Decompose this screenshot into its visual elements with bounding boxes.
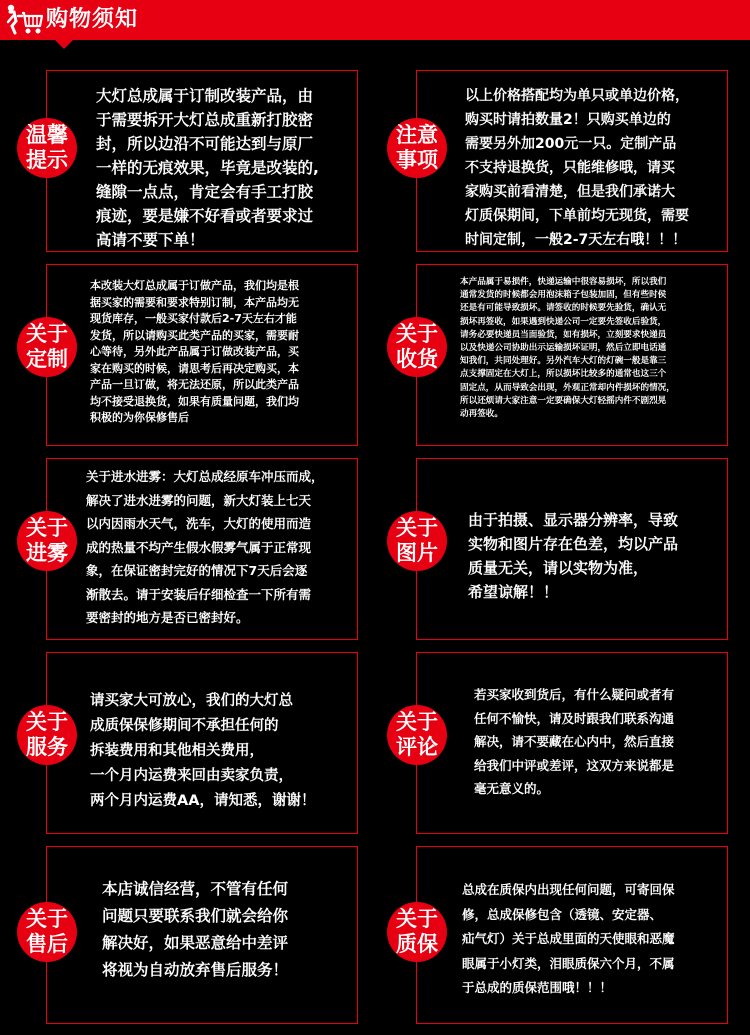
header-notch [55,40,73,49]
card-pictures-text: 由于拍摄、显示器分辨率，导致 实物和图片存在色差，均以产品 质量无关，请以实物为准， 希望谅解！！ [468,511,679,601]
card-receiving-text: 本产品属于易损件，快递运输中很容易损坏，所以我们 通常发货的时候都会用泡沫箱子包装加固，但有些时侯 还是有可能导致损坏。请签收的时候要先验货，确认无 损坏再签收，如果遇到快递公司一定要先签收后验货， 请务必要快递员当面验货，如有损坏，立刻要求快递员 以及快递公司协助出示运输损坏证明，然后立即电话通 知我们，共同处理好。另外汽车大灯的灯碗一般是靠三 点支撑固定在大灯上，所以损坏比较多的通常也这三个 固定点，从而导致会出现，外观正常却内件损坏的情况， 所以还烦请大家注意一定要确保大灯轻摇内件不剧烈晃 动再签收。 [460,277,675,420]
card-warm-tip-label: 温馨提示 [26,123,68,172]
card-receiving-badge [387,317,447,377]
card-fog-text: 关于进水进雾：大灯总成经原车冲压而成， 解决了进水进雾的问题，新大灯装上七天 以内因雨水天气，洗车，大灯的使用而造 成的热量不均产生假水假雾气属于正常现 象，在保证密封完好的情况下7天后会逐 渐散去。请于安装后仔细检查一下所有需 要密封的地方是否已密封好。 [86,469,324,625]
card-fog-badge [17,511,77,571]
card-customization-badge [17,317,77,377]
card-fog-label: 关于进雾 [26,516,68,565]
card-warm-tip-text: 大灯总成属于订制改装产品，由 于需要拆开大灯总成重新打胶密 封，所以边沿不可能达到与原厂 一样的无痕效果，毕竟是改装的, 缝隙一点点，肯定会有手工打胶 痕迹，要是嫌不好看或者要求过 高请不要下单！ [96,87,319,249]
card-pictures-label: 关于图片 [396,516,438,565]
card-notice-badge [387,118,447,178]
card-warranty-text: 总成在质保内出现任何问题，可寄回保 修，总成保修包含（透镜、安定器、 疝气灯）关于总成里面的天使眼和恶魔 眼属于小灯类，泪眼质保六个月，不属 于总成的质保范围哦！！！ [462,882,675,995]
card-pictures-badge [387,511,447,571]
card-notice-text: 以上价格搭配均为单只或单边价格， 购买时请拍数量2！只购买单边的 需要另外加200元一只。定制产品 不支持退换货，只能维修哦，请买 家购买前看清楚，但是我们承诺大 灯质保期间，下单前均无现货，需要 时间定制，一般2-7天左右哦！！！ [465,88,689,248]
card-warm-tip-badge [17,118,77,178]
card-notice-label: 注意事项 [396,123,438,172]
card-service-text: 请买家大可放心，我们的大灯总 成质保保修期间不承担任何的 拆装费用和其他相关费用， 一个月内运费来回由卖家负责， 两个月内运费AA，请知悉，谢谢！ [90,693,316,809]
card-reviews-label: 关于评论 [396,710,438,759]
card-reviews-badge [387,705,447,765]
card-reviews-text: 若买家收到货后，有什么疑问或者有 任何不愉快，请及时跟我们联系沟通 解决，请不要藏在心内中，然后直接 给我们中评或差评，这双方来说都是 毫无意义的。 [474,687,675,796]
card-after-sales-label: 关于售后 [26,907,68,956]
header-bar [0,0,750,40]
card-customization-text: 本改装大灯总成属于订做产品，我们均是根 据买家的需要和要求特别订制，本产品均无 现货库存，一般买家付款后2-7天左右才能 发货，所以请购买此类产品的买家，需要耐 心等待，另外此产品属于订做改装产品，买 家在购买的时候，请思考后再决定购买，本 产品一旦订做，将无法还原，所以此类产品 均不接受退换货，如果有质量问题，我们均 积极的为你保修售后 [90,279,299,424]
page-title: 购物须知 [46,7,139,32]
card-receiving-label: 关于收货 [396,322,438,371]
card-warranty-label: 关于质保 [396,907,438,956]
card-warranty-badge [387,902,447,962]
card-service-badge [17,705,77,765]
shopping-cart-icon [4,4,44,36]
card-customization-label: 关于定制 [26,322,68,371]
card-after-sales-badge [17,902,77,962]
card-service-label: 关于服务 [26,710,68,759]
card-after-sales-text: 本店诚信经营，不管有任何 问题只要联系我们就会给你 解决好，如果恶意给中差评 将视为自动放弃售后服务！ [102,880,289,979]
